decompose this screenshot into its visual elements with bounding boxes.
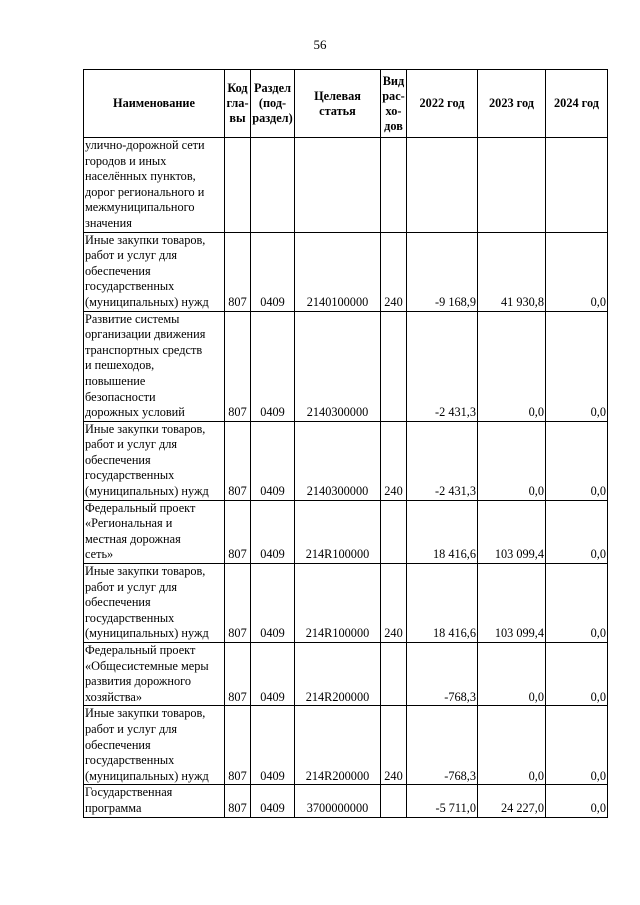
row-expense-type: 240: [381, 564, 407, 643]
row-2022: 18 416,6: [407, 564, 478, 643]
row-article: 214R100000: [295, 564, 381, 643]
row-2024: 0,0: [546, 706, 608, 785]
row-article: [295, 138, 381, 233]
row-2022: -9 168,9: [407, 232, 478, 311]
row-code: 807: [225, 564, 251, 643]
row-code: 807: [225, 232, 251, 311]
row-name: Федеральный проект «Общесистемные меры развития дорожного хозяйства»: [84, 643, 225, 706]
header-2024: 2024 год: [546, 70, 608, 138]
row-name: Иные закупки товаров, работ и услуг для обеспечения государственных (муниципальных) нужд: [84, 564, 225, 643]
row-section: 0409: [251, 706, 295, 785]
row-code: 807: [225, 785, 251, 817]
row-2023: 41 930,8: [478, 232, 546, 311]
row-2022: -768,3: [407, 643, 478, 706]
table-row: [84, 232, 608, 311]
row-section: 0409: [251, 311, 295, 421]
table-header-row: [84, 70, 608, 138]
row-name: Федеральный проект «Региональная и местная дорожная сеть»: [84, 500, 225, 563]
row-2023: [478, 138, 546, 233]
row-code: 807: [225, 311, 251, 421]
header-2022: 2022 год: [407, 70, 478, 138]
row-expense-type: [381, 643, 407, 706]
row-2022: [407, 138, 478, 233]
row-expense-type: 240: [381, 706, 407, 785]
page-number: 56: [313, 37, 327, 52]
row-name: Иные закупки товаров, работ и услуг для обеспечения государственных (муниципальных) нужд: [84, 706, 225, 785]
header-expense-type: Вид рас- хо- дов: [381, 70, 407, 138]
row-2024: [546, 138, 608, 233]
header-name: Наименование: [84, 70, 225, 138]
row-article: 214R100000: [295, 500, 381, 563]
row-name: Иные закупки товаров, работ и услуг для обеспечения государственных (муниципальных) нужд: [84, 232, 225, 311]
row-2024: 0,0: [546, 564, 608, 643]
header-code: Код гла- вы: [225, 70, 251, 138]
table-row: [84, 785, 608, 817]
row-2022: -2 431,3: [407, 311, 478, 421]
row-2023: 103 099,4: [478, 564, 546, 643]
row-2023: 0,0: [478, 421, 546, 500]
table-row: [84, 421, 608, 500]
row-section: 0409: [251, 785, 295, 817]
row-name: Иные закупки товаров, работ и услуг для обеспечения государственных (муниципальных) нужд: [84, 421, 225, 500]
row-name: Государственная программа: [84, 785, 225, 817]
table-row: [84, 643, 608, 706]
header-2023: 2023 год: [478, 70, 546, 138]
row-expense-type: [381, 500, 407, 563]
table-row: [84, 564, 608, 643]
row-article: 2140100000: [295, 232, 381, 311]
row-code: 807: [225, 643, 251, 706]
row-code: [225, 138, 251, 233]
table-row: [84, 311, 608, 421]
row-section: 0409: [251, 564, 295, 643]
header-article: Целевая статья: [295, 70, 381, 138]
row-2024: 0,0: [546, 232, 608, 311]
row-article: 214R200000: [295, 643, 381, 706]
row-2024: 0,0: [546, 785, 608, 817]
table-row: [84, 500, 608, 563]
row-section: 0409: [251, 421, 295, 500]
row-2024: 0,0: [546, 421, 608, 500]
table-row: [84, 706, 608, 785]
row-article: 2140300000: [295, 311, 381, 421]
row-expense-type: 240: [381, 421, 407, 500]
row-2022: -5 711,0: [407, 785, 478, 817]
row-name: Развитие системы организации движения транспортных средств и пешеходов, повышение безопасности дорожных условий: [84, 311, 225, 421]
row-2023: 0,0: [478, 311, 546, 421]
row-section: 0409: [251, 500, 295, 563]
row-2022: -768,3: [407, 706, 478, 785]
row-2024: 0,0: [546, 643, 608, 706]
row-2023: 24 227,0: [478, 785, 546, 817]
row-2024: 0,0: [546, 311, 608, 421]
row-code: 807: [225, 421, 251, 500]
row-2023: 103 099,4: [478, 500, 546, 563]
table-row: [84, 138, 608, 233]
row-code: 807: [225, 706, 251, 785]
row-expense-type: [381, 311, 407, 421]
row-expense-type: [381, 138, 407, 233]
row-article: 2140300000: [295, 421, 381, 500]
row-2022: -2 431,3: [407, 421, 478, 500]
row-section: 0409: [251, 643, 295, 706]
row-name: улично-дорожной сети городов и иных населённых пунктов, дорог регионального и межмуниципального значения: [84, 138, 225, 233]
row-section: 0409: [251, 232, 295, 311]
row-2023: 0,0: [478, 643, 546, 706]
row-expense-type: [381, 785, 407, 817]
row-2024: 0,0: [546, 500, 608, 563]
row-article: 214R200000: [295, 706, 381, 785]
row-code: 807: [225, 500, 251, 563]
row-article: 3700000000: [295, 785, 381, 817]
budget-table: [83, 69, 608, 818]
row-2022: 18 416,6: [407, 500, 478, 563]
row-expense-type: 240: [381, 232, 407, 311]
header-section: Раздел (под- раздел): [251, 70, 295, 138]
row-section: [251, 138, 295, 233]
row-2023: 0,0: [478, 706, 546, 785]
